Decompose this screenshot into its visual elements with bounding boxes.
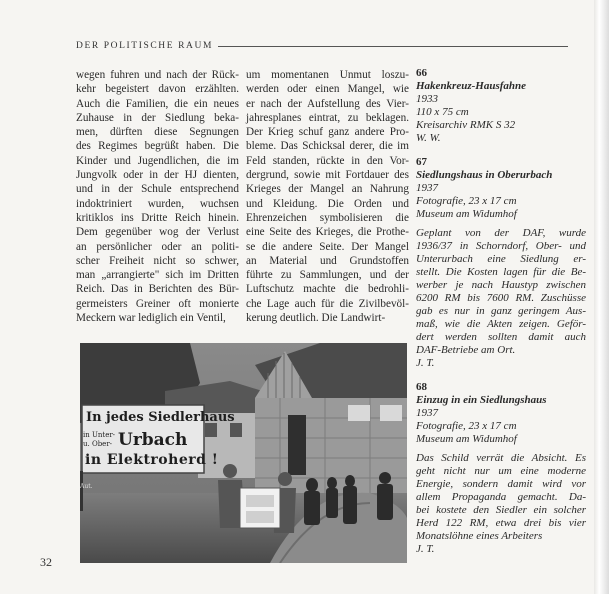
sign-line-1: In jedes Siedlerhaus xyxy=(86,410,235,425)
text-line: er nach der Aufstellung des Vier- xyxy=(246,97,409,110)
text-line: kerung deutlich. Die Landwirt- xyxy=(246,312,386,325)
catalog-description-line: 1936/37 in Schorndorf, Ober- und xyxy=(416,240,586,252)
text-line: kritiklos ins Dritte Reich hinein. xyxy=(76,211,239,224)
catalog-description-line: Monatslöhne eines Arbeiters xyxy=(416,530,543,542)
text-line: bleme. Das Schicksal derer, die im xyxy=(246,140,409,153)
catalog-meta-line: Fotografie, 23 x 17 cm xyxy=(416,195,517,207)
catalog-number: 66 xyxy=(416,67,427,79)
catalog-number: 68 xyxy=(416,381,427,393)
text-line: führte zu Sammlungen, und der xyxy=(246,269,409,282)
catalog-description-line: Unterurbach eine Siedlung er- xyxy=(416,253,586,265)
catalog-entry-66 xyxy=(416,67,586,145)
text-line: Reich. Das in Berichten des Bür- xyxy=(76,283,239,296)
text-line: an Material und Grundstoffen xyxy=(246,254,409,267)
page-edge xyxy=(594,0,609,594)
text-line: wegen fuhren und nach der Rück- xyxy=(76,69,239,81)
text-line: Auch die Familien, die ein neues xyxy=(76,97,239,110)
catalog-description-line: allem Propaganda gemacht. Da- xyxy=(416,491,586,503)
catalog-description-line: dert werden sollten damit auch xyxy=(416,331,586,343)
catalog-description-line: Das Schild verrät die Absicht. Es xyxy=(416,452,586,464)
catalog-title: Hakenkreuz-Hausfahne xyxy=(416,80,527,92)
catalog-description-line: Herd 122 RM, etwa drei bis vier xyxy=(416,517,586,529)
sign-line-4: Urbach xyxy=(118,430,188,450)
catalog-meta-line: 1937 xyxy=(416,407,438,419)
text-line: indoktriniert wurden, wuchsen xyxy=(76,197,239,210)
text-line: Meckern war lediglich ein Ventil, xyxy=(76,312,226,325)
catalog-meta-line: Museum am Widumhof xyxy=(416,208,517,220)
text-line: Luftschutz machte die bedrohli- xyxy=(246,283,409,296)
catalog-description-line: Energie, sondern damit wird vor xyxy=(416,478,586,490)
text-line: an persönlicher oder an politi- xyxy=(76,240,239,253)
catalog-description-line: werber je nach Haustyp zwischen xyxy=(416,279,586,291)
text-line: und in der Schule entsprechend xyxy=(76,183,239,196)
text-line: man „arrangierte" sich im Dritten xyxy=(76,269,239,282)
body-column-1 xyxy=(76,68,239,325)
text-line: se die andere Seite. Der Mangel xyxy=(246,240,409,253)
body-column-2 xyxy=(246,68,409,325)
catalog-meta-line: Fotografie, 23 x 17 cm xyxy=(416,420,517,432)
catalog-meta-line: Museum am Widumhof xyxy=(416,433,517,445)
text-line: scher Freiheit nicht so schwer, xyxy=(76,254,239,267)
sign-line-3: u. Ober- xyxy=(83,440,113,448)
catalog-meta-line: 1937 xyxy=(416,182,438,194)
catalog-meta-line: W. W. xyxy=(416,132,441,144)
catalog-entry-67 xyxy=(416,156,586,370)
text-line: Feld standen, rückte in den Vor- xyxy=(246,154,409,167)
sign-line-5: in Elektroherd ! xyxy=(85,452,219,468)
text-line: um momentanen Unmut loszu- xyxy=(246,69,409,81)
text-line: Der Krieg schuf ganz andere Pro- xyxy=(246,126,409,139)
catalog-title: Einzug in ein Siedlungshaus xyxy=(416,394,547,406)
page-number: 32 xyxy=(40,555,52,569)
text-line: men, dürften diese Segnungen xyxy=(76,126,239,139)
catalog-description-line: geht nicht nur um eine moderne xyxy=(416,465,586,477)
sign-line-2: in Unter- xyxy=(83,431,116,439)
catalog-description-line: J. T. xyxy=(416,357,435,369)
text-line: Ehrenzeichen symbolisieren die xyxy=(246,211,409,224)
text-line: dergrund, sowie mit Fortdauer des xyxy=(246,169,409,182)
text-line: werden oder einen Mangel, wie xyxy=(246,83,409,96)
catalog-description-line: 6200 RM bis 7600 RM. Zuschüsse xyxy=(416,292,586,304)
catalog-description-line: maß, wie die Akten zeigen. Geför- xyxy=(416,318,586,330)
catalog-description-line: DAF-Betriebe am Ort. xyxy=(416,344,516,356)
historical-photo xyxy=(80,343,407,563)
header-rule xyxy=(218,46,568,47)
photo-tag: Aut. xyxy=(80,483,93,490)
text-line: jahresplanes eintrat, zu beklagen. xyxy=(246,111,409,124)
catalog-meta-line: Kreisarchiv RMK S 32 xyxy=(416,119,516,131)
text-line: kehr begeistert davon erzählten. xyxy=(76,83,239,96)
text-line: Zuhause in der Siedlung beka- xyxy=(76,111,239,124)
catalog-description-line: stellt. Die Kosten lagen für die Be- xyxy=(416,266,586,278)
text-line: eine Seite des Krieges, die Prothe- xyxy=(246,226,409,239)
running-head: DER POLITISCHE RAUM xyxy=(76,41,214,51)
catalog-description-line: J. T. xyxy=(416,543,435,555)
catalog-meta-line: 110 x 75 cm xyxy=(416,106,469,118)
catalog-meta-line: 1933 xyxy=(416,93,438,105)
text-line: Jungvolk oder in der HJ dienten, xyxy=(76,169,239,182)
text-line: des Regimes begrüßt haben. Die xyxy=(76,140,239,153)
text-line: und Kleidung. Die Orden und xyxy=(246,197,409,210)
text-line: germeisters Greiner oft monierte xyxy=(76,297,239,310)
catalog-number: 67 xyxy=(416,156,427,168)
catalog-entry-68 xyxy=(416,381,586,556)
text-line: Dem gegenüber wog der Verlust xyxy=(76,226,239,239)
catalog-description-line: gab es nur in ganz geringem Aus- xyxy=(416,305,586,317)
text-line: Kinder und Jugendlichen, die im xyxy=(76,154,239,167)
catalog-description-line: bei kostete den Siedler ein solcher xyxy=(416,504,586,516)
text-line: Krieges der Mangel an Nahrung xyxy=(246,183,409,196)
catalog-title: Siedlungshaus in Oberurbach xyxy=(416,169,553,181)
text-line: che Lage auch für die Zivilbevöl- xyxy=(246,297,409,310)
catalog-description-line: Geplant von der DAF, wurde xyxy=(416,227,586,239)
